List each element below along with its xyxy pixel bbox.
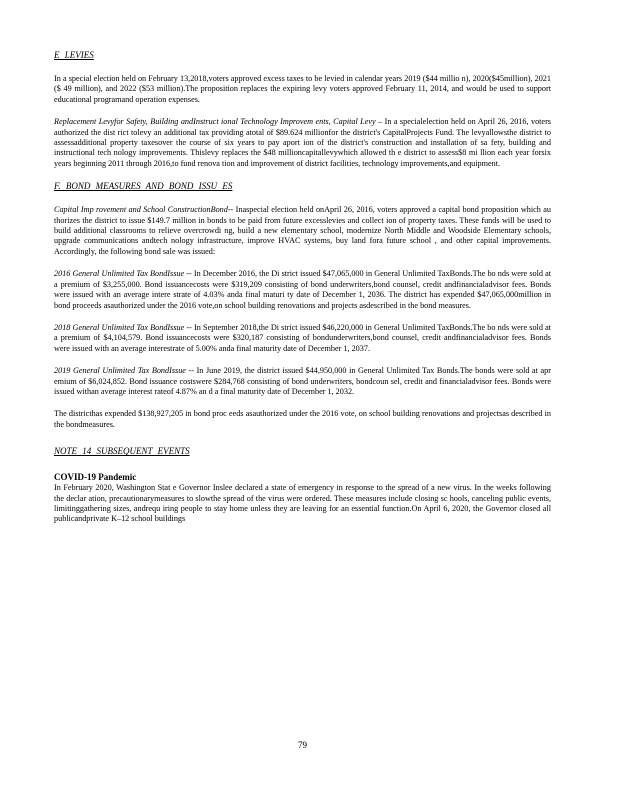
bond-2016-title: 2016 General Unlimited Tax BondIssue: [54, 269, 185, 279]
bond-2016-paragraph: [54, 269, 551, 311]
bond-2019-paragraph: [54, 366, 551, 397]
bond-paragraph-1: [54, 205, 551, 257]
section-f-heading: F. BOND MEASURES AND BOND ISSU ES: [54, 181, 233, 192]
bond-2018-paragraph: [54, 323, 551, 354]
capital-levy-body: In a specialelection held on April 26, 2016, voters authorized the dist rict tolevy an additional tax providing atotal of $89.624 millionfor the district's CapitalProjects Fund. The levyallowsthe district to assessadditional property taxesover the course of six years to pay aport ion of the district's construction and installation of sa fety, building and instructional tech nology improvements. Thislevy replaces the $48 millioncapitallevywhich allowed th e district to assess$8 mi llion each year forsix years beginning 2011 through 2016,to fund renova tion and improvement of district facilities, technology improvements,and equipment.: [54, 117, 551, 168]
capital-bond-body: Inaspecial election held onApril 26, 2016, voters approved a capital bond proposition which au thorizes the district to issue $149.7 million in bonds to be paid from future excesslevies and collect ion of property taxes. These funds will be used to build additional classrooms to relieve overcrowdi ng, build a new elementary school, modernize North Middle and Woodside Elementary schools, upgrade communications andtech nology infrastructure, improve HVAC systems, buy land fora future school , and other capital improvements. Accordingly, the following bond sale was issued:: [54, 205, 551, 256]
document-page: [54, 50, 552, 750]
note-14-heading: NOTE 14 SUBSEQUENT EVENTS: [54, 446, 190, 457]
bond-2019-body: -- In June 2019, the district issued $44,950,000 in General Unlimited Tax Bonds.The bonds were sold at apr emium of $6,024,852. Bond issuance costswere $284,768 consisting of bond underwriters, bondcoun sel, credit and financialadvisor fees. Bonds were issued withan average interest rateof 4.87% an d a final maturity date of December 1, 2032.: [54, 366, 552, 396]
bond-2018-title: 2018 General Unlimited Tax BondIssue: [54, 322, 185, 332]
levies-paragraph-1: In a special election held on February 13,2018,voters approved excess taxes to be levied in calendar years 2019 ($44 millio n), 2020($45million), 2021 ($ 49 million), and 2022 ($53 million).The proposition replaces the expiring levy voters approved February 11, 2014, and would be used to support educational programand operation expenses.: [54, 74, 551, 104]
page-number: 79: [298, 740, 307, 750]
levies-paragraph-2: [54, 117, 551, 169]
section-e-heading: E LEVIES: [54, 50, 94, 60]
bond-2018-body: -- In September 2018,the Di strict issued $46,220,000 in General Unlimited TaxBonds.The bo nds were sold at a premium of $4,104,579. Bond issuancecosts were $320,187 consisting of bondunderwriters,bond counsel, credit andfinancialadvisor fees. Bonds were issued with an average interestrate of 5.00% anda final maturity date of December 1, 2037.: [54, 322, 551, 353]
capital-bond-title: Capital Imp rovement and School ConstructionBond--: [54, 205, 234, 215]
bond-2019-title: 2019 General Unlimited Tax BondIssue: [54, 366, 186, 376]
bond-2016-body: -- In December 2016, the Di strict issued $47,065,000 in General Unlimited TaxBonds.The bo nds were sold at a premium of $3,255,000. Bond issuancecosts were $319,209 consisting of bond underwriters,bond counsel, credit andfinancialadvisor fees. Bonds were issued with an average intere strate of 4.03% anda final maturi ty date of December 1, 2036. The district has expended $47,065,000million in bond proceeds asauthorized under the 2016 vote,on school building renovations and projects asdescribed in the bond measures.: [54, 269, 552, 310]
covid-subheading: COVID-19 Pandemic: [54, 472, 137, 483]
covid-paragraph: In February 2020, Washington Stat e Governor Inslee declared a state of emergency in response to the spread of a new virus. In the weeks following the declar ation, precautionarymeasures to slowthe spread of the virus were ordered. These measures include closing sc hools, canceling public events, limitinggathering sizes, andrequ iring people to stay home unless they are leaving for an essential function.On April 6, 2020, the Governor closed all publicandprivate K–12 school buildings: [54, 483, 551, 524]
capital-levy-title: Replacement Levyfor Safety, Building andInstruct ional Technology Improvem ents, Capital Levy –: [54, 117, 383, 127]
bond-expended-paragraph: The districthas expended $138,927,205 in bond proc eeds asauthorized under the 2016 vote, on school building renovations and projectsas described in the bondmeasures.: [54, 409, 551, 429]
